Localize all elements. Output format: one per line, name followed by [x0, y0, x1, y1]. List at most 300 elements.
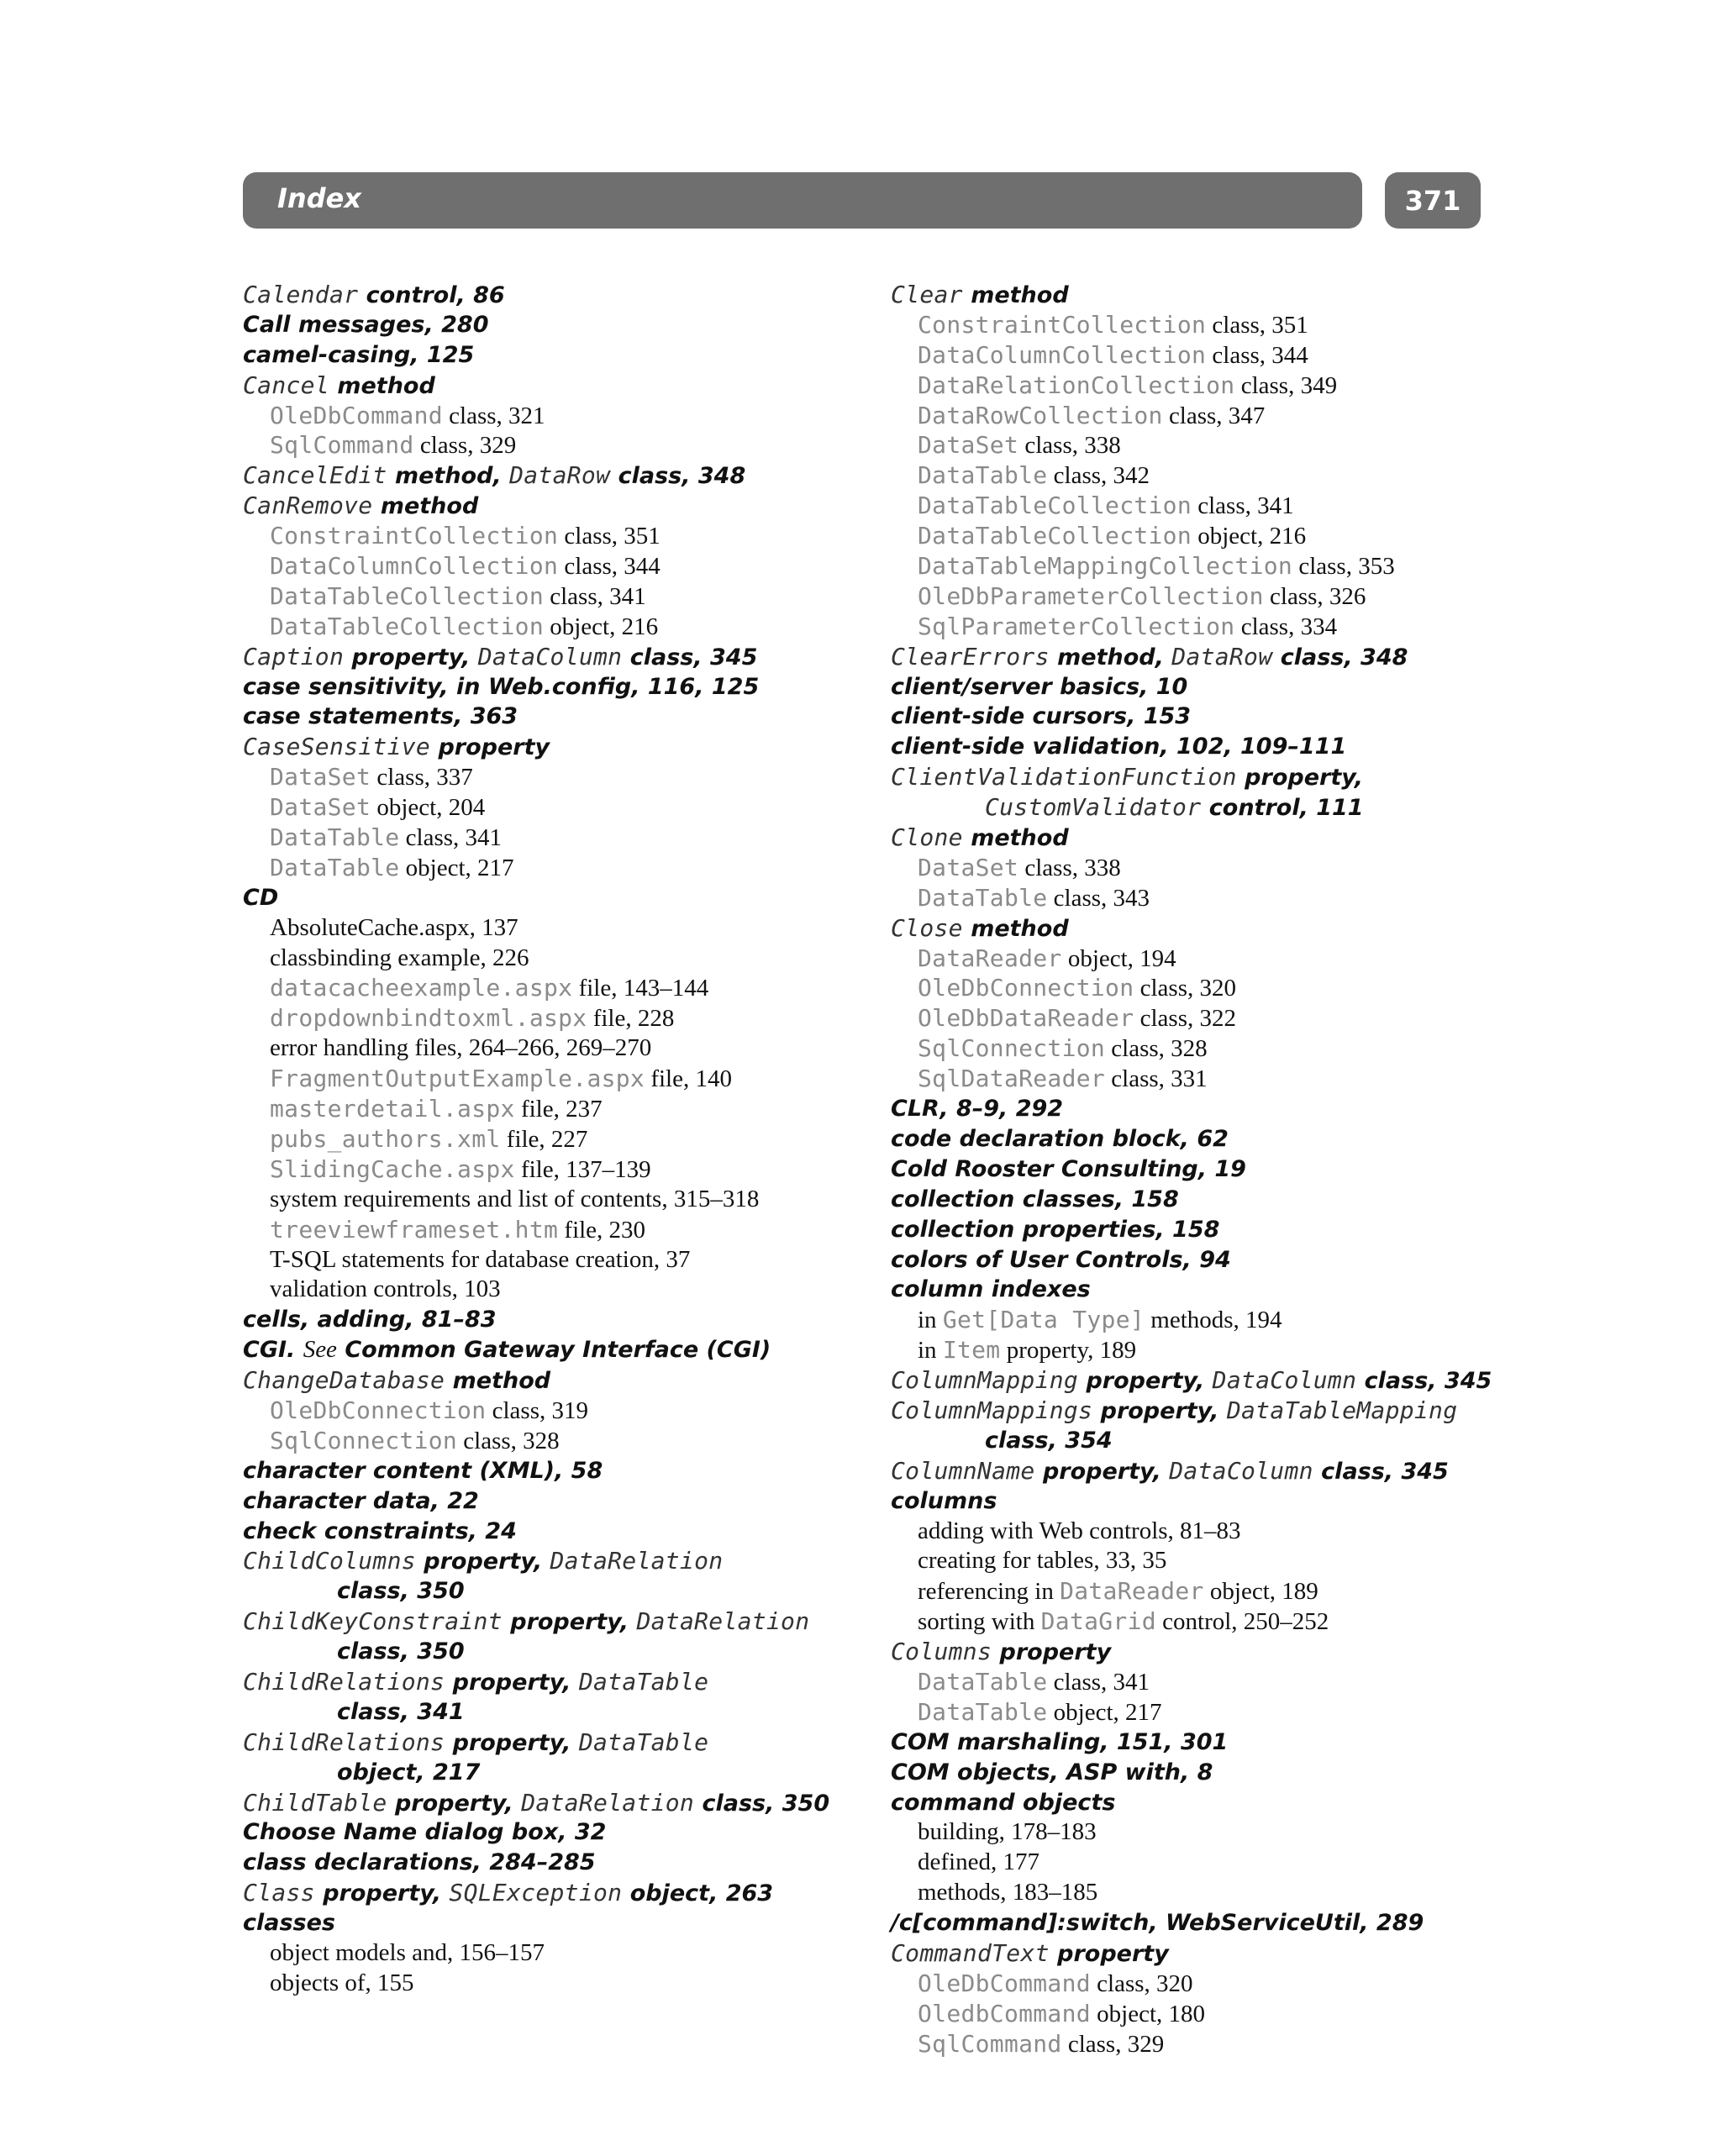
index-entry	[891, 732, 1529, 762]
index-text: class, 341	[337, 1698, 465, 1725]
index-text: DataReader	[918, 944, 1062, 972]
index-subentry	[243, 1969, 882, 1999]
index-text: DataTableCollection	[918, 492, 1192, 520]
index-text: Choose Name dialog box, 32	[243, 1819, 607, 1846]
index-text: SQLException	[449, 1879, 623, 1907]
index-text: DataRow	[509, 461, 611, 490]
index-text: DataTable	[578, 1667, 709, 1696]
index-text: Calendar	[243, 281, 359, 308]
index-text: building, 178–183	[918, 1818, 1097, 1846]
index-entry	[243, 1517, 882, 1547]
index-text: method,	[1049, 644, 1172, 670]
index-text: methods, 183–185	[918, 1879, 1098, 1906]
index-text: DataTableMapping	[1226, 1396, 1458, 1424]
index-text: ConstraintCollection	[270, 522, 559, 550]
index-text: class, 348	[610, 463, 746, 490]
index-text: SqlCommand	[270, 431, 414, 460]
index-text: CancelEdit	[243, 461, 387, 490]
index-entry	[243, 1817, 882, 1848]
index-text: DataTableCollection	[270, 581, 544, 610]
index-text: OleDbCommand	[270, 401, 443, 429]
index-text: Call messages, 280	[243, 311, 489, 338]
index-text: DataTable	[270, 823, 400, 852]
index-text: Class	[243, 1879, 315, 1907]
index-text: Caption	[243, 642, 345, 670]
index-text: method	[329, 372, 435, 399]
index-text: file, 227	[500, 1125, 588, 1153]
index-text: adding with Web controls, 81–83	[918, 1517, 1241, 1544]
index-subentry	[891, 1817, 1529, 1848]
index-text: ClientValidationFunction	[891, 763, 1237, 791]
index-text: case sensitivity, in Web.config, 116, 125	[243, 673, 760, 700]
index-subentry	[891, 1003, 1529, 1033]
index-text: method	[372, 493, 479, 520]
index-subentry	[243, 1396, 882, 1426]
index-entry	[243, 642, 882, 672]
index-text: classbinding example, 226	[270, 944, 529, 971]
index-text: ChildColumns	[243, 1547, 416, 1575]
page-number: 371	[1385, 172, 1481, 229]
index-text: object, 180	[1090, 2000, 1205, 2027]
index-text: Get[Data Type]	[942, 1306, 1145, 1334]
index-text: ChildTable	[243, 1788, 387, 1817]
index-text: DataColumnCollection	[270, 552, 559, 581]
index-subentry	[243, 853, 882, 883]
index-subentry	[243, 1003, 882, 1033]
index-text: method,	[387, 463, 510, 490]
index-text: ClearErrors	[891, 642, 1050, 670]
index-subentry	[891, 1697, 1529, 1727]
index-entry	[243, 1546, 882, 1576]
index-text: class, 328	[457, 1427, 560, 1454]
index-text: treeviewframeset.htm	[270, 1215, 559, 1244]
index-subentry	[243, 1154, 882, 1185]
index-text: Columns	[891, 1638, 992, 1666]
index-text: class, 350	[337, 1578, 465, 1605]
index-text: SqlDataReader	[918, 1065, 1106, 1093]
index-text: class, 321	[442, 402, 545, 429]
index-entry	[891, 1727, 1529, 1758]
index-subentry	[891, 430, 1529, 460]
index-subentry	[243, 762, 882, 792]
index-subentry	[891, 581, 1529, 612]
index-text: DataSet	[270, 763, 371, 791]
index-text: class, 344	[1206, 341, 1308, 369]
index-text: DataRelation	[550, 1547, 724, 1575]
index-subentry	[891, 491, 1529, 521]
index-text: file, 228	[587, 1005, 675, 1033]
index-text: SlidingCache.aspx	[270, 1154, 515, 1183]
index-entry	[891, 1215, 1529, 1245]
index-text: class, 319	[486, 1396, 588, 1424]
index-entry	[891, 823, 1529, 853]
index-text: column indexes	[891, 1276, 1091, 1303]
index-text: ChildRelations	[243, 1727, 445, 1756]
index-entry	[891, 1275, 1529, 1305]
index-subentry	[891, 853, 1529, 883]
index-subentry	[891, 1969, 1529, 1999]
index-text: SqlParameterCollection	[918, 612, 1235, 640]
index-text: DataTable	[918, 1697, 1048, 1726]
index-text: class, 337	[371, 764, 473, 791]
index-text: property,	[1092, 1397, 1227, 1424]
index-entry	[891, 1094, 1529, 1124]
index-entry-continuation	[243, 1637, 882, 1667]
index-text: class, 351	[558, 523, 661, 550]
index-text: class, 354	[985, 1427, 1113, 1454]
index-subentry	[891, 1335, 1529, 1365]
index-text: class, 338	[1018, 432, 1121, 460]
index-entry	[891, 1124, 1529, 1154]
index-entry	[243, 1788, 882, 1818]
index-text: class, 348	[1272, 644, 1408, 670]
index-text: camel-casing, 125	[243, 341, 475, 368]
index-text: object, 189	[1203, 1578, 1318, 1606]
index-text: Clone	[891, 823, 963, 852]
index-text: SqlCommand	[918, 2029, 1062, 2058]
index-subentry	[891, 973, 1529, 1003]
index-subentry	[891, 612, 1529, 642]
index-text: class, 347	[1162, 402, 1266, 429]
index-subentry	[891, 1667, 1529, 1697]
index-text: error handling files, 264–266, 269–270	[270, 1034, 652, 1062]
index-entry	[243, 460, 882, 491]
index-text: check constraints, 24	[243, 1517, 517, 1544]
index-text: class, 344	[558, 553, 661, 581]
index-text: object, 216	[544, 613, 659, 640]
index-text: DataTable	[918, 1667, 1048, 1696]
index-entry	[243, 1848, 882, 1878]
index-entry	[891, 1396, 1529, 1426]
index-text: DataRelation	[636, 1607, 810, 1636]
index-subentry	[891, 340, 1529, 371]
index-text: object models and, 156–157	[270, 1938, 545, 1966]
index-text: property	[992, 1639, 1112, 1666]
index-text: object, 263	[622, 1880, 774, 1907]
index-text: object, 217	[399, 854, 514, 881]
index-subentry	[891, 310, 1529, 340]
index-text: class, 338	[1018, 854, 1121, 881]
index-entry	[243, 702, 882, 732]
index-text: method	[445, 1368, 551, 1395]
index-entry	[891, 762, 1529, 792]
index-text: property,	[445, 1729, 579, 1756]
index-entry	[891, 702, 1529, 732]
index-text: object, 216	[1192, 523, 1307, 550]
index-subentry	[891, 551, 1529, 581]
index-text: DataRowCollection	[918, 401, 1163, 429]
index-subentry	[891, 1999, 1529, 2029]
index-text: client-side validation, 102, 109–111	[891, 734, 1347, 760]
index-entry	[243, 1486, 882, 1517]
index-subentry	[243, 430, 882, 460]
index-text: property	[430, 734, 550, 761]
index-text: control, 86	[358, 282, 505, 308]
index-text: class, 320	[1090, 1969, 1193, 1997]
index-text: dropdownbindtoxml.aspx	[270, 1004, 587, 1033]
index-text: SqlConnection	[918, 1034, 1106, 1063]
index-text: property	[1049, 1940, 1169, 1967]
index-subentry	[243, 823, 882, 853]
index-text: DataSet	[918, 431, 1019, 460]
index-text: DataTable	[918, 883, 1048, 912]
index-text: /c[command]:switch, WebServiceUtil, 289	[891, 1910, 1424, 1937]
index-text: property,	[1236, 765, 1363, 791]
index-text: class, 345	[622, 644, 758, 670]
index-text: class, 350	[337, 1638, 465, 1665]
index-subentry	[243, 1124, 882, 1154]
index-text: CanRemove	[243, 492, 373, 520]
index-text: colors of User Controls, 94	[891, 1246, 1231, 1273]
index-text: class, 326	[1263, 582, 1366, 610]
index-entry-continuation	[243, 1758, 882, 1788]
index-subentry	[243, 792, 882, 823]
index-text: property,	[387, 1790, 522, 1817]
index-text: OleDbConnection	[270, 1396, 487, 1424]
index-text: property,	[502, 1609, 637, 1636]
index-text: class, 342	[1047, 462, 1150, 490]
index-text: method	[962, 915, 1069, 942]
index-text: pubs_authors.xml	[270, 1124, 501, 1153]
index-text: Cold Rooster Consulting, 19	[891, 1155, 1246, 1182]
index-text: in	[918, 1307, 943, 1334]
index-text: DataSet	[918, 853, 1019, 881]
index-entry	[243, 1335, 882, 1365]
index-entry-continuation	[891, 1426, 1529, 1456]
index-entry	[891, 1908, 1529, 1938]
index-text: Clear	[891, 281, 963, 308]
index-entry	[891, 913, 1529, 944]
index-entry	[243, 371, 882, 401]
index-text: CommandText	[891, 1938, 1050, 1967]
index-text: method	[962, 282, 1069, 308]
index-text: DataRelationCollection	[918, 371, 1235, 399]
index-text: collection classes, 158	[891, 1186, 1179, 1212]
index-text: object, 204	[371, 794, 486, 822]
index-subentry	[891, 401, 1529, 431]
index-text: defined, 177	[918, 1848, 1039, 1876]
index-text: in	[918, 1337, 943, 1365]
index-subentry	[891, 1606, 1529, 1637]
index-entry	[243, 1667, 882, 1697]
index-subentry	[891, 1305, 1529, 1335]
index-text: OleDbDataReader	[918, 1004, 1134, 1033]
index-subentry	[891, 2029, 1529, 2059]
index-entry	[243, 732, 882, 762]
index-entry	[243, 491, 882, 521]
index-entry	[891, 1938, 1529, 1969]
index-text: class, 343	[1047, 884, 1150, 912]
index-text: ChildKeyConstraint	[243, 1607, 503, 1636]
index-text: collection properties, 158	[891, 1216, 1220, 1243]
index-text: class, 329	[413, 432, 517, 460]
index-text: property,	[1078, 1368, 1213, 1395]
index-entry	[243, 1606, 882, 1637]
index-entry	[891, 1185, 1529, 1215]
index-text: property,	[344, 644, 478, 670]
index-text: CustomValidator	[985, 793, 1202, 822]
index-text: OleDbConnection	[918, 974, 1134, 1002]
index-text: DataTable	[270, 853, 400, 881]
index-text: CD	[243, 884, 279, 911]
index-subentry	[891, 1848, 1529, 1878]
index-text: file, 140	[645, 1065, 732, 1093]
index-text: Cancel	[243, 371, 329, 399]
index-text: class, 341	[1192, 492, 1294, 520]
index-entry	[243, 1456, 882, 1486]
index-subentry	[243, 581, 882, 612]
index-entry	[891, 672, 1529, 702]
index-text: OleDbCommand	[918, 1969, 1091, 1997]
index-text: DataRow	[1171, 642, 1273, 670]
index-text: property, 189	[1000, 1337, 1137, 1365]
index-text: DataTableMappingCollection	[918, 552, 1293, 581]
index-text: DataTable	[578, 1727, 709, 1756]
index-text: class, 329	[1061, 2030, 1165, 2058]
index-text: DataRelation	[521, 1788, 695, 1817]
index-text: case statements, 363	[243, 703, 518, 730]
index-text: datacacheexample.aspx	[270, 974, 573, 1002]
index-text: system requirements and list of contents, 315–318	[270, 1185, 760, 1212]
index-subentry	[891, 1033, 1529, 1064]
index-text: validation controls, 103	[270, 1275, 501, 1303]
index-subentry	[891, 371, 1529, 401]
index-text: DataTableCollection	[918, 522, 1192, 550]
index-text: ColumnMapping	[891, 1366, 1079, 1395]
index-text: objects of, 155	[270, 1969, 414, 1996]
index-text: Item	[942, 1336, 1001, 1365]
index-text: character content (XML), 58	[243, 1457, 603, 1484]
index-text: property,	[415, 1549, 550, 1575]
index-text: DataColumn	[1169, 1456, 1313, 1485]
index-text: client-side cursors, 153	[891, 703, 1192, 730]
index-column-left	[243, 280, 882, 1999]
index-text: object, 217	[337, 1759, 481, 1785]
index-entry	[243, 280, 882, 310]
index-entry	[891, 1758, 1529, 1788]
index-entry	[891, 1637, 1529, 1667]
index-subentry	[891, 944, 1529, 974]
index-text: class, 353	[1292, 553, 1395, 581]
index-subentry	[891, 1546, 1529, 1576]
index-text: CGI.	[243, 1337, 303, 1364]
index-text: class, 351	[1206, 311, 1308, 339]
index-entry	[891, 1456, 1529, 1486]
index-text: property,	[314, 1880, 450, 1907]
index-text: creating for tables, 33, 35	[918, 1547, 1167, 1575]
index-text: See	[303, 1336, 337, 1364]
index-text: DataTableCollection	[270, 612, 544, 640]
index-text: class, 331	[1105, 1065, 1208, 1093]
index-text: DataTable	[918, 461, 1048, 490]
index-text: SqlConnection	[270, 1426, 458, 1454]
index-subentry	[243, 551, 882, 581]
index-text: class, 349	[1234, 371, 1338, 399]
index-text: control, 250–252	[1155, 1608, 1329, 1636]
index-text: class, 322	[1134, 1005, 1236, 1033]
index-subentry	[243, 1215, 882, 1245]
index-text: T-SQL statements for database creation, 37	[270, 1245, 691, 1273]
index-subentry	[243, 1275, 882, 1305]
index-text: object, 217	[1047, 1698, 1162, 1726]
index-text: cells, adding, 81–83	[243, 1307, 497, 1333]
index-entry	[243, 672, 882, 702]
index-text: class, 328	[1105, 1035, 1208, 1063]
index-text: client/server basics, 10	[891, 673, 1188, 700]
index-text: class, 345	[1313, 1458, 1449, 1485]
index-subentry	[243, 973, 882, 1003]
index-text: DataColumn	[1212, 1366, 1357, 1395]
index-text: COM marshaling, 151, 301	[891, 1728, 1229, 1755]
index-text: CaseSensitive	[243, 733, 431, 761]
index-text: DataReader	[1060, 1577, 1204, 1606]
index-entry	[243, 340, 882, 371]
index-subentry	[891, 1878, 1529, 1908]
index-text: code declaration block, 62	[891, 1125, 1229, 1152]
index-text: ChildRelations	[243, 1667, 445, 1696]
index-text: class, 334	[1234, 613, 1338, 640]
index-entry	[891, 1154, 1529, 1185]
running-header-bar	[243, 172, 1362, 229]
index-text: file, 230	[558, 1216, 646, 1244]
index-entry	[891, 1486, 1529, 1517]
index-subentry	[243, 1033, 882, 1064]
index-text: class, 350	[694, 1790, 830, 1817]
index-entry-continuation	[891, 792, 1529, 823]
index-entry	[243, 1305, 882, 1335]
index-text: methods, 194	[1145, 1307, 1282, 1334]
index-text: sorting with	[918, 1608, 1041, 1636]
index-subentry	[243, 1938, 882, 1969]
index-text: object, 194	[1061, 944, 1176, 972]
index-entry	[243, 1365, 882, 1396]
index-subentry	[243, 521, 882, 551]
index-subentry	[243, 1064, 882, 1094]
index-entry	[243, 1878, 882, 1908]
index-subentry	[891, 1064, 1529, 1094]
index-subentry	[891, 521, 1529, 551]
index-entry	[891, 1788, 1529, 1818]
index-text: Close	[891, 913, 963, 942]
index-subentry	[891, 460, 1529, 491]
index-text: class, 341	[1047, 1668, 1150, 1696]
index-text: character data, 22	[243, 1487, 479, 1514]
index-text: file, 143–144	[572, 975, 709, 1002]
index-column-right	[891, 280, 1529, 2059]
index-entry	[243, 883, 882, 913]
index-text: referencing in	[918, 1578, 1060, 1606]
index-text: class, 320	[1134, 975, 1236, 1002]
index-text: masterdetail.aspx	[270, 1095, 515, 1123]
index-text: class, 345	[1356, 1368, 1492, 1395]
index-text: DataColumnCollection	[918, 340, 1207, 369]
index-entry	[243, 310, 882, 340]
index-text: AbsoluteCache.aspx, 137	[270, 913, 518, 941]
index-text: OleDbParameterCollection	[918, 581, 1264, 610]
index-entry	[891, 1365, 1529, 1396]
index-subentry	[243, 1185, 882, 1215]
index-text: class, 341	[399, 824, 503, 852]
index-text: CLR, 8–9, 292	[891, 1096, 1064, 1123]
index-entry	[243, 1727, 882, 1758]
index-entry	[891, 280, 1529, 310]
index-text: class declarations, 284–285	[243, 1849, 596, 1876]
index-subentry	[891, 883, 1529, 913]
index-text: FragmentOutputExample.aspx	[270, 1065, 645, 1093]
index-text: ColumnName	[891, 1456, 1035, 1485]
header-title: Index	[277, 182, 361, 214]
index-subentry	[243, 1426, 882, 1456]
